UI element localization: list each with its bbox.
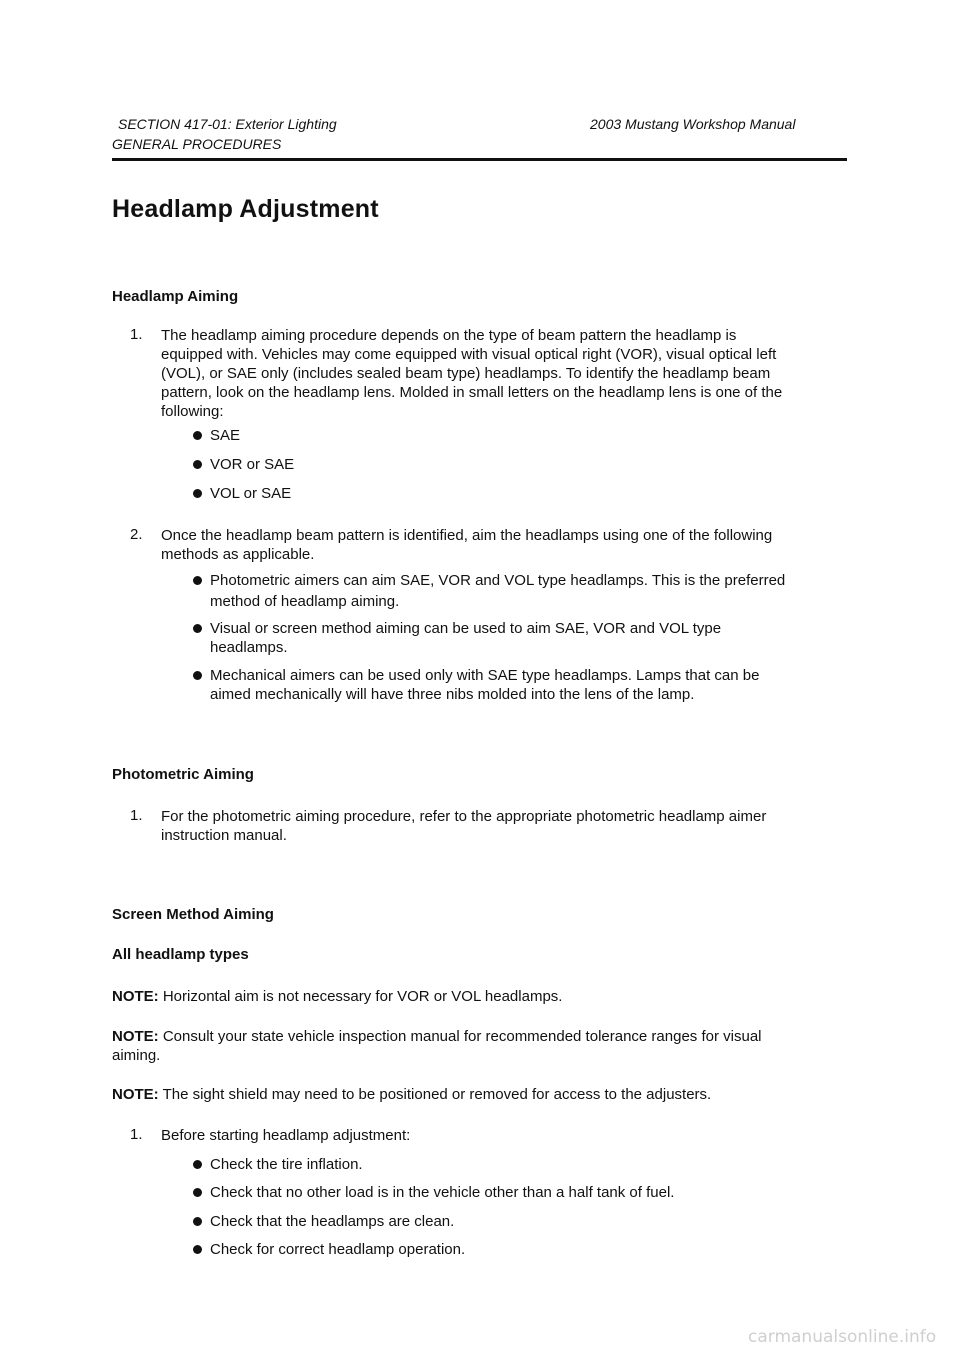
- watermark-text: carmanualsonline.info: [748, 1327, 937, 1347]
- note: [112, 987, 562, 1006]
- note-text: The sight shield may need to be positioned or removed for access to the adjusters.: [162, 1086, 712, 1103]
- section-label: SECTION 417-01: Exterior Lighting: [118, 116, 337, 132]
- step-text-line: following:: [161, 403, 224, 420]
- bullet-icon: [193, 1217, 202, 1226]
- step-text-line: Before starting headlamp adjustment:: [161, 1127, 411, 1144]
- step-number: 2.: [130, 526, 143, 543]
- list-item: Check that the headlamps are clean.: [210, 1213, 455, 1230]
- list-item: VOL or SAE: [210, 485, 292, 502]
- note-label: NOTE:: [112, 988, 159, 1005]
- note-text: Consult your state vehicle inspection manual for recommended tolerance ranges for visual: [162, 1028, 762, 1045]
- bullet-icon: [193, 1160, 202, 1169]
- bullet-icon: [193, 1188, 202, 1197]
- note: [112, 1085, 711, 1104]
- list-item: Photometric aimers can aim SAE, VOR and VOL type headlamps. This is the preferred: [210, 572, 786, 589]
- list-item: method of headlamp aiming.: [210, 593, 400, 610]
- list-item: Check for correct headlamp operation.: [210, 1241, 466, 1258]
- bullet-icon: [193, 671, 202, 680]
- step-text-line: pattern, look on the headlamp lens. Molded in small letters on the headlamp lens is one of the: [161, 384, 783, 401]
- section-heading-screen: Screen Method Aiming: [112, 906, 274, 923]
- manual-title: 2003 Mustang Workshop Manual: [590, 116, 796, 132]
- note: [112, 1027, 762, 1046]
- header-divider: [112, 158, 847, 161]
- bullet-icon: [193, 624, 202, 633]
- step-text-line: Once the headlamp beam pattern is identified, aim the headlamps using one of the following: [161, 527, 773, 544]
- bullet-icon: [193, 1245, 202, 1254]
- step-text-line: For the photometric aiming procedure, refer to the appropriate photometric headlamp aimer: [161, 808, 767, 825]
- list-item: aimed mechanically will have three nibs molded into the lens of the lamp.: [210, 686, 695, 703]
- list-item: Visual or screen method aiming can be used to aim SAE, VOR and VOL type: [210, 620, 722, 637]
- list-item: SAE: [210, 427, 241, 444]
- bullet-icon: [193, 576, 202, 585]
- step-number: 1.: [130, 807, 143, 824]
- step-text-line: equipped with. Vehicles may come equipped with visual optical right (VOR), visual optical left: [161, 346, 777, 363]
- list-item: Check the tire inflation.: [210, 1156, 363, 1173]
- step-text-line: (VOL), or SAE only (includes sealed beam type) headlamps. To identify the headlamp beam: [161, 365, 771, 382]
- bullet-icon: [193, 431, 202, 440]
- step-number: 1.: [130, 326, 143, 343]
- step-text-line: methods as applicable.: [161, 546, 315, 563]
- bullet-icon: [193, 460, 202, 469]
- step-text-line: instruction manual.: [161, 827, 287, 844]
- section-heading-aiming: Headlamp Aiming: [112, 288, 239, 305]
- list-item: Mechanical aimers can be used only with SAE type headlamps. Lamps that can be: [210, 667, 760, 684]
- note-label: NOTE:: [112, 1086, 159, 1103]
- note-text: aiming.: [112, 1047, 161, 1064]
- bullet-icon: [193, 489, 202, 498]
- step-number: 1.: [130, 1126, 143, 1143]
- note-text: Horizontal aim is not necessary for VOR or VOL headlamps.: [162, 988, 563, 1005]
- section-heading-photometric: Photometric Aiming: [112, 766, 254, 783]
- list-item: VOR or SAE: [210, 456, 295, 473]
- list-item: headlamps.: [210, 639, 288, 656]
- category-label: GENERAL PROCEDURES: [112, 136, 282, 152]
- step-text-line: The headlamp aiming procedure depends on the type of beam pattern the headlamp is: [161, 327, 737, 344]
- list-item: Check that no other load is in the vehicle other than a half tank of fuel.: [210, 1184, 675, 1201]
- subheading-all-types: All headlamp types: [112, 946, 249, 963]
- note-label: NOTE:: [112, 1028, 159, 1045]
- page-title: Headlamp Adjustment: [112, 195, 379, 223]
